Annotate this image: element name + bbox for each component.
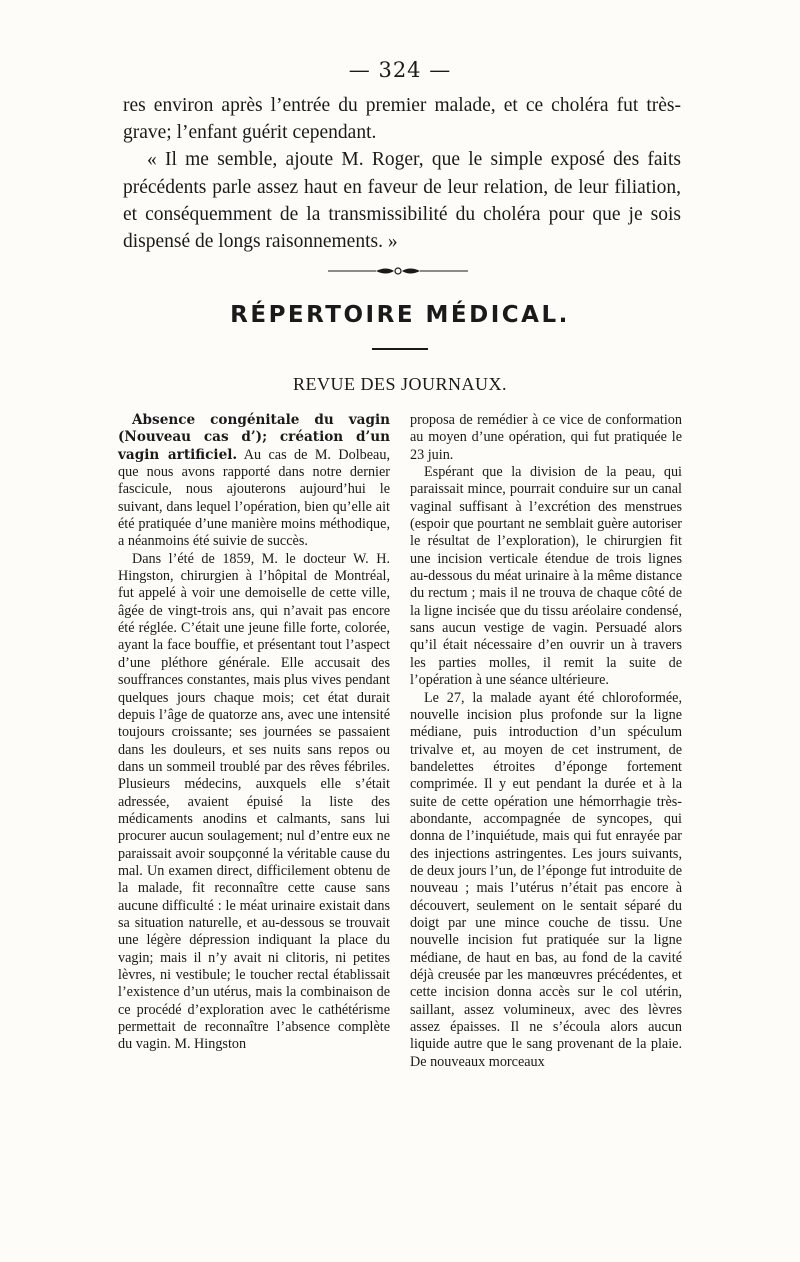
page-number: — 324 — — [348, 58, 452, 82]
article-heading: Absence congénitale du vagin (Nouveau cas d’); création d’un vagin artificiel. — [118, 412, 390, 463]
subsection-title: REVUE DES JOURNAUX. — [292, 374, 507, 394]
title-rule — [372, 348, 428, 350]
article-paragraph: Espérant que la division de la peau, qui paraissait mince, pourrait conduire sur un canal vaginal suffisant à l’excrétion des menstrues (espoir que pourtant ne semblait guère autoriser le résultat de l’exploration), le chirurgien fit une incision verticale étendue de trois lignes au-dessous du méat urinaire à la même distance du rectum ; mais il ne trouva de chaque côté de la ligne incisée que du tissu aréolaire condensé, sans aucun vestige de vagin. Persuadé alors qu’il était nécessaire d’en ouvrir un à travers les parties molles, il remit la suite de l’opération à une séance ultérieure. — [410, 464, 682, 689]
article-paragraph: proposa de remédier à ce vice de conformation au moyen d’une opération, qui fut pratiquée le 23 juin. — [410, 412, 682, 463]
intro-text — [123, 92, 681, 255]
intro-paragraph: « Il me semble, ajoute M. Roger, que le simple exposé des faits précédents parle assez haut en faveur de leur relation, de leur filiation, et conséquemment de la transmissibilité du choléra pour que je sois dispensé de longs raisonnements. » — [123, 149, 681, 253]
article-text: Au cas de M. Dolbeau, que nous avons rapporté dans notre dernier fascicule, nous ajouterons aujourd’hui le suivant, dans lequel l’opération, bien qu’elle ait été pratiquée d’une manière moins méthodique, a néanmoins été suivie de succès. — [118, 446, 390, 550]
left-column — [118, 412, 390, 1054]
section-title: RÉPERTOIRE MÉDICAL. — [230, 302, 570, 328]
article-paragraph: Le 27, la malade ayant été chloroformée, nouvelle incision plus profonde sur la ligne médiane, puis introduction d’un spéculum trivalve et, au moyen de cet instrument, de bandelettes étroites d’éponge fortement comprimée. Il y eut pendant la durée et à la suite de cette opération une hémorrhagie très-abondante, accompagnée de syncopes, qui donna de l’inquiétude, mais qui fut enrayée par des injections astringentes. Les jours suivants, de deux jours l’un, de l’éponge fut introduite de nouveau ; mais l’utérus n’était pas encore à découvert, seulement on le sentait séparé du doigt par une mince couche de tissu. Une nouvelle incision fut pratiquée sur la ligne médiane, de haut en bas, au fond de la cavité déjà creusée par les manœuvres précédentes, et cette incision donna accès sur le col utérin, saillant, assez volumineux, avec des lèvres assez épaisses. Il ne s’écoula alors aucun liquide autre que le sang provenant de la plaie. De nouveaux morceaux — [410, 689, 682, 1070]
right-column — [410, 412, 682, 1071]
ornament-divider — [328, 264, 468, 278]
intro-paragraph: res environ après l’entrée du premier malade, et ce choléra fut très-grave; l’enfant guérit cependant. — [123, 95, 681, 144]
article-paragraph: Dans l’été de 1859, M. le docteur W. H. Hingston, chirurgien à l’hôpital de Montréal, fut appelé à voir une demoiselle de cette ville, âgée de vingt-trois ans, qui n’avait pas encore été réglée. C’était une jeune fille forte, colorée, ayant la face bouffie, et présentant tout l’aspect d’une pléthore générale. Elle accusait des souffrances constantes, mais plus vives pendant quelques jours chaque mois; cet état durait depuis l’âge de quatorze ans, avec une intensité toujours croissante; ses journées se passaient dans les douleurs, et ses nuits sans repos ou dans un sommeil troublé par des rêves fébriles. Plusieurs médecins, auxquels elle s’était adressée, avaient épuisé la liste des médicaments anodins et calmants, sans lui procurer aucun soulagement; nul d’entre eux ne paraissait avoir soupçonné la véritable cause du mal. Un examen direct, difficilement obtenu de la malade, fit reconnaître cette cause sans aucune difficulté : le méat urinaire existait dans sa situation naturelle, et au-dessous se trouvait une légère dépression indiquant la place du vagin; mais il n’y avait ni clitoris, ni petites lèvres, ni vestibule; le toucher rectal établissait l’existence d’un utérus, mais la combinaison de ce procédé d’exploration avec le cathétérisme permettait de reconnaître l’absence complète du vagin. M. Hingston — [118, 550, 390, 1053]
article-first-paragraph — [118, 412, 390, 551]
